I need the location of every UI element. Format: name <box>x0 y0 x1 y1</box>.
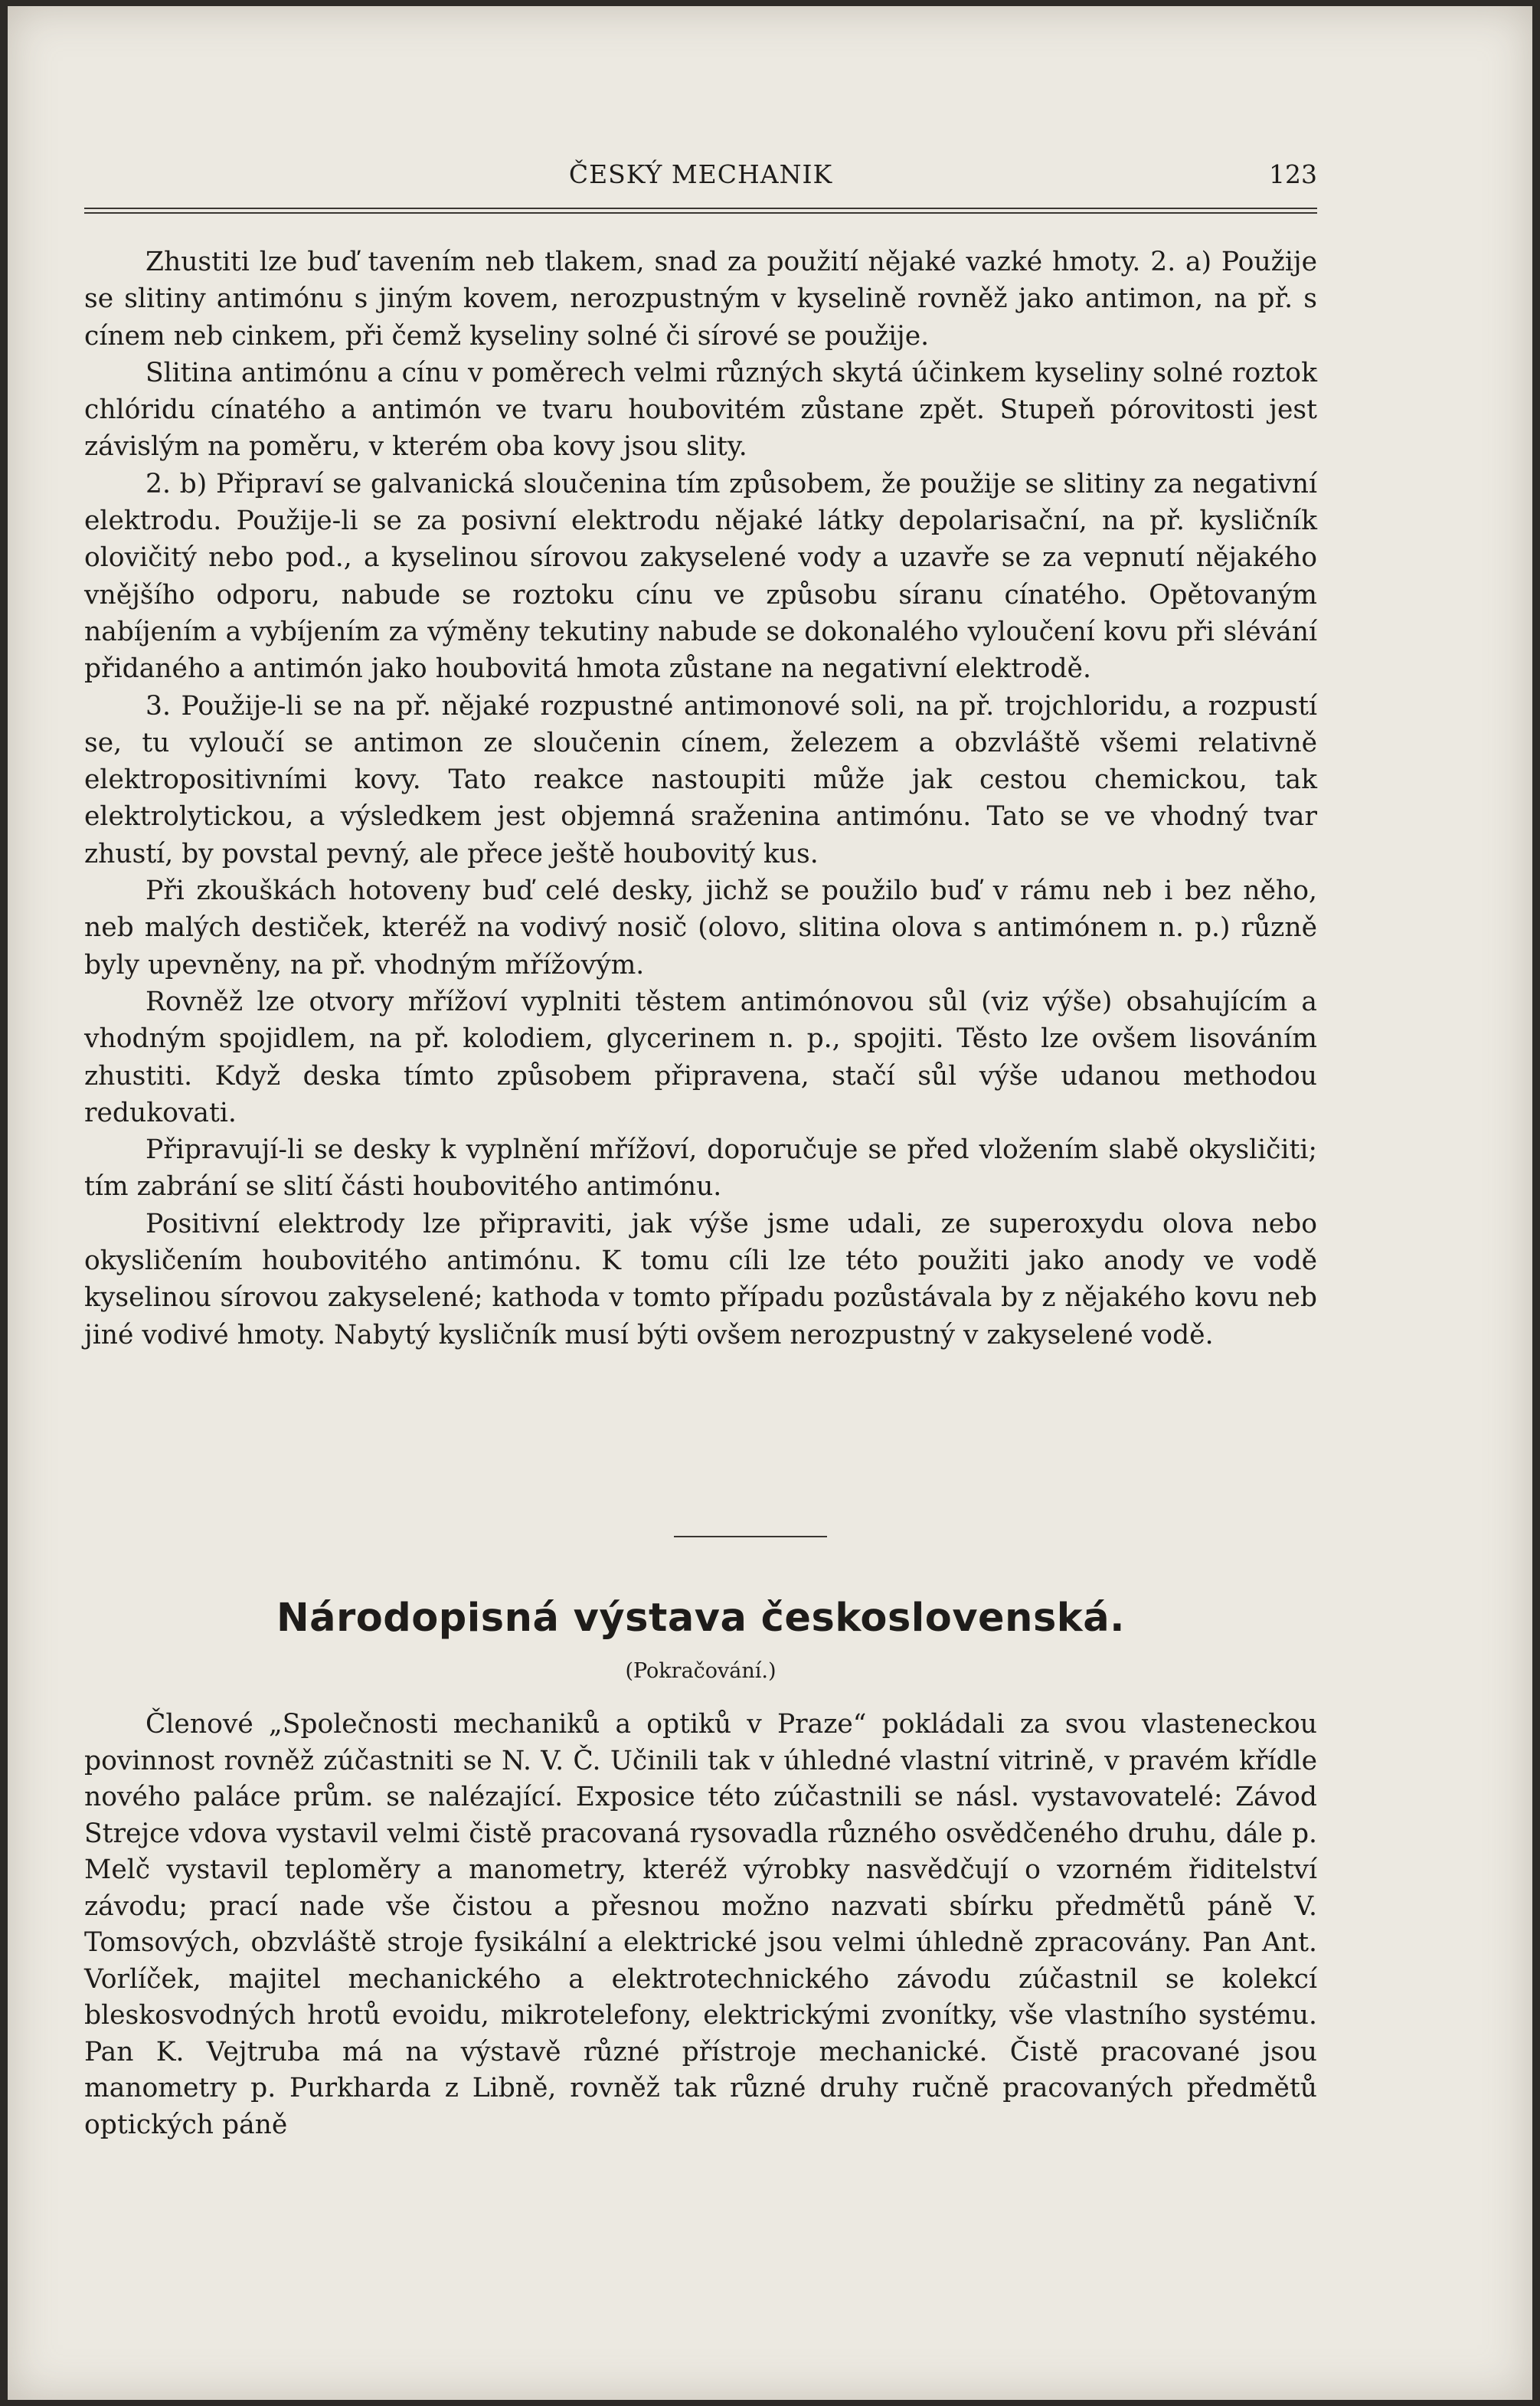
article-title: Národopisná výstava československá. <box>276 1596 1126 1641</box>
section-divider <box>674 1536 827 1537</box>
article-body-continued <box>84 244 1317 1354</box>
paragraph: Zhustiti lze buď tavením neb tlakem, snad za použití nějaké vazké hmoty. 2. a) Použije se slitiny antimónu s jiným kovem, nerozpustným v kyselině rovněž jako antimon, na př. s cínem neb cinkem, při čemž kyseliny solné či sírové se použije. <box>84 247 1317 352</box>
header-double-rule <box>84 208 1317 214</box>
page-number: 123 <box>1269 159 1317 189</box>
page-header <box>84 159 1317 198</box>
article-subtitle: (Pokračování.) <box>625 1659 777 1683</box>
paragraph: Rovněž lze otvory mřížoví vyplniti těstem antimónovou sůl (viz výše) obsahujícím a vhodným spojidlem, na př. kolodiem, glycerinem n. p., spojiti. Těsto lze ovšem lisováním zhustiti. Když deska tímto způsobem připravena, stačí sůl výše udanou methodou redukovati. <box>84 986 1317 1128</box>
paragraph: Slitina antimónu a cínu v poměrech velmi různých skytá účinkem kyseliny solné roztok chlóridu cínatého a antimón ve tvaru houbovitém zůstane zpět. Stupeň pórovitosti jest závislým na poměru, v kterém oba kovy jsou slity. <box>84 357 1317 463</box>
article-body <box>84 1707 1317 2143</box>
paragraph: Připravují-li se desky k vyplnění mřížoví, doporučuje se před vložením slabě okysličiti; tím zabrání se slití části houbovitého antimónu. <box>84 1134 1317 1203</box>
journal-title: ČESKÝ MECHANIK <box>568 159 833 189</box>
paragraph: 2. b) Připraví se galvanická sloučenina tím způsobem, že použije se slitiny za negativní elektrodu. Použije-li se za posivní elektrodu nějaké látky depolarisační, na př. kysličník olovičitý nebo pod., a kyselinou sírovou zakyselené vody a uzavře se za vepnutí nějakého vnějšího odporu, nabude se roztoku cínu ve způsobu síranu cínatého. Opětovaným nabíjením a vybíjením za výměny tekutiny nabude se dokonalého vyloučení kovu při slévání přidaného a antimón jako houbovitá hmota zůstane na negativní elektrodě. <box>84 468 1317 685</box>
document-page <box>8 6 1532 2400</box>
paragraph: Positivní elektrody lze připraviti, jak výše jsme udali, ze superoxydu olova nebo okysličením houbovitého antimónu. K tomu cíli lze této použiti jako anody ve vodě kyselinou sírovou zakyselené; kathoda v tomto případu pozůstávala by z nějakého kovu neb jiné vodivé hmoty. Nabytý kysličník musí býti ovšem nerozpustný v zakyselené vodě. <box>84 1208 1317 1350</box>
paragraph: 3. Použije-li se na př. nějaké rozpustné antimonové soli, na př. trojchloridu, a rozpustí se, tu vyloučí se antimon ze sloučenin cínem, železem a obzvláště všemi relativně elektropositivními kovy. Tato reakce nastoupiti může jak cestou chemickou, tak elektrolytickou, a výsledkem jest objemná sraženina antimónu. Tato se ve vhodný tvar zhustí, by povstal pevný, ale přece ještě houbovitý kus. <box>84 690 1317 869</box>
paragraph: Při zkouškách hotoveny buď celé desky, jichž se použilo buď v rámu neb i bez něho, neb malých destiček, kteréž na vodivý nosič (olovo, slitina olova s antimónem n. p.) různě byly upevněny, na př. vhodným mřížovým. <box>84 876 1317 980</box>
paragraph: Členové „Společnosti mechaniků a optiků v Praze“ pokládali za svou vlasteneckou povinnost rovněž zúčastniti se N. V. Č. Učinili tak v úhledné vlastní vitrině, v pravém křídle nového paláce prům. se nalézající. Exposice této zúčastnili se násl. vystavovatelé: Závod Strejce vdova vystavil velmi čistě pracovaná rysovadla různého osvědčeného druhu, dále p. Melč vystavil teploměry a manometry, kteréž výrobky nasvědčují o vzorném řiditelství závodu; prací nade vše čistou a přesnou možno nazvati sbírku předmětů páně V. Tomsových, obzvláště stroje fysikální a elektrické jsou velmi úhledně zpracovány. Pan Ant. Vorlíček, majitel mechanického a elektrotechnického závodu zúčastnil se kolekcí bleskosvodných hrotů evoidu, mikrotelefony, elektrickými zvonítky, vše vlastního systému. Pan K. Vejtruba má na výstavě různé přístroje mechanické. Čistě pracované jsou manometry p. Purkharda z Libně, rovněž tak různé druhy ručně pracovaných předmětů optických páně <box>84 1709 1317 2140</box>
